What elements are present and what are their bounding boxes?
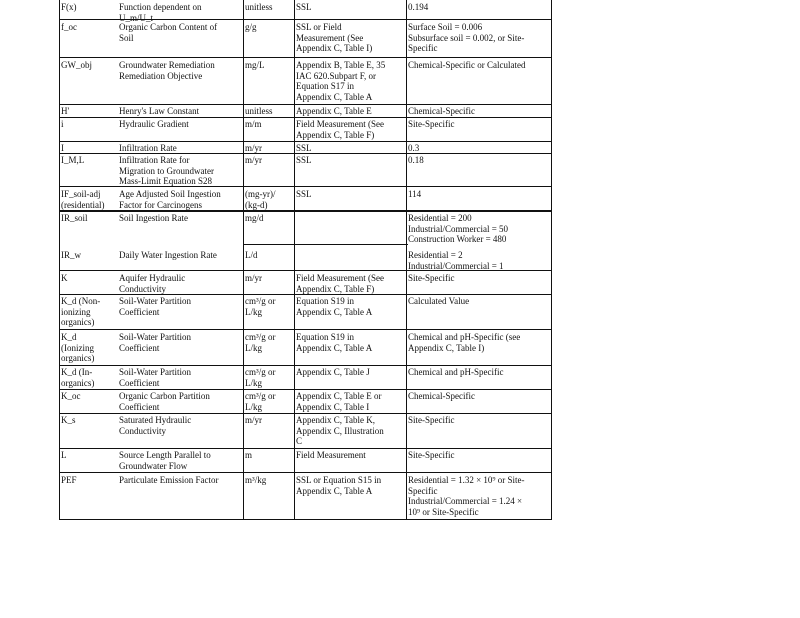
row-rule	[59, 365, 551, 366]
cell-source: SSL	[296, 155, 312, 165]
cell-units: m/yr	[245, 155, 262, 165]
cell-source: Field Measurement (See Appendix C, Table F)	[296, 119, 384, 140]
column-divider	[243, 0, 244, 520]
cell-symbol: IR_w	[61, 250, 81, 260]
cell-value: Residential = 1.32 × 10⁹ or Site- Specific Industrial/Commercial = 1.24 × 10⁹ or Site-Specific	[408, 475, 525, 517]
cell-units: cm³/g or L/kg	[245, 367, 276, 388]
cell-units: cm³/g or L/kg	[245, 391, 276, 412]
cell-description: Soil-Water Partition Coefficient	[119, 367, 192, 388]
cell-value: Residential = 200 Industrial/Commercial = 50 Construction Worker = 480	[408, 213, 509, 244]
cell-value: Residential = 2 Industrial/Commercial = 1	[408, 250, 504, 271]
row-rule	[59, 519, 551, 520]
cell-units: L/d	[245, 250, 258, 260]
cell-symbol: K_d (Non- ionizing organics)	[61, 296, 101, 327]
cell-units: m/yr	[245, 273, 262, 283]
cell-description: Particulate Emission Factor	[119, 475, 219, 485]
cell-source: Appendix C, Table E	[296, 106, 372, 116]
cell-value: Chemical-Specific or Calculated	[408, 60, 526, 70]
cell-description: Soil-Water Partition Coefficient	[119, 296, 192, 317]
cell-description: Soil-Water Partition Coefficient	[119, 332, 192, 353]
cell-symbol: K_s	[61, 415, 76, 425]
cell-symbol: K_d (In- organics)	[61, 367, 95, 388]
cell-symbol: f_oc	[61, 22, 77, 32]
cell-units: m/m	[245, 119, 262, 129]
column-divider	[406, 0, 407, 520]
row-rule	[243, 244, 408, 245]
row-rule	[59, 448, 551, 449]
cell-description: Infiltration Rate for Migration to Groundwater Mass-Limit Equation S28	[119, 155, 214, 186]
cell-symbol: K_d (Ionizing organics)	[61, 332, 95, 363]
cell-source: Appendix C, Table K, Appendix C, Illustration C	[296, 415, 384, 446]
cell-value: 0.18	[408, 155, 424, 165]
cell-value: 0.3	[408, 143, 420, 153]
cell-value: Site-Specific	[408, 415, 455, 425]
cell-description: Function dependent on U_m/U_t	[119, 2, 202, 23]
row-rule	[59, 389, 551, 390]
cell-value: Chemical-Specific	[408, 391, 475, 401]
cell-units: m/yr	[245, 143, 262, 153]
cell-symbol: GW_obj	[61, 60, 92, 70]
cell-units: m³/kg	[245, 475, 267, 485]
cell-description: Organic Carbon Content of Soil	[119, 22, 218, 43]
cell-value: Calculated Value	[408, 296, 470, 306]
cell-units: m/yr	[245, 415, 262, 425]
cell-description: Source Length Parallel to Groundwater Flow	[119, 450, 211, 471]
cell-source: SSL	[296, 143, 312, 153]
row-rule	[59, 104, 551, 105]
cell-units: (mg-yr)/ (kg-d)	[245, 189, 276, 210]
cell-symbol: IR_soil	[61, 213, 88, 223]
cell-units: g/g	[245, 22, 257, 32]
cell-source: SSL	[296, 189, 312, 199]
cell-description: Groundwater Remediation Remediation Objective	[119, 60, 215, 81]
cell-value: Surface Soil = 0.006 Subsurface soil = 0.002, or Site- Specific	[408, 22, 525, 53]
cell-units: cm³/g or L/kg	[245, 296, 276, 317]
cell-value: Chemical-Specific	[408, 106, 475, 116]
cell-description: Daily Water Ingestion Rate	[119, 250, 217, 260]
cell-symbol: H'	[61, 106, 70, 116]
row-rule	[59, 329, 551, 330]
cell-description: Age Adjusted Soil Ingestion Factor for Carcinogens	[119, 189, 221, 210]
cell-symbol: F(x)	[61, 2, 77, 12]
cell-symbol: I_M,L	[61, 155, 85, 165]
cell-symbol: i	[61, 119, 64, 129]
cell-symbol: L	[61, 450, 67, 460]
cell-description: Saturated Hydraulic Conductivity	[119, 415, 192, 436]
cell-source: Appendix C, Table E or Appendix C, Table I	[296, 391, 382, 412]
column-divider	[59, 0, 60, 520]
row-rule	[59, 210, 551, 212]
row-rule	[59, 141, 551, 142]
cell-units: cm³/g or L/kg	[245, 332, 276, 353]
row-rule	[59, 294, 551, 295]
cell-symbol: PEF	[61, 475, 77, 485]
cell-symbol: K	[61, 273, 68, 283]
row-rule	[59, 57, 551, 58]
cell-source: Equation S19 in Appendix C, Table A	[296, 332, 373, 353]
cell-description: Soil Ingestion Rate	[119, 213, 188, 223]
row-rule	[59, 413, 551, 414]
cell-source: Equation S19 in Appendix C, Table A	[296, 296, 373, 317]
cell-source: SSL or Field Measurement (See Appendix C, Table I)	[296, 22, 373, 53]
cell-description: Organic Carbon Partition Coefficient	[119, 391, 210, 412]
cell-value: Site-Specific	[408, 450, 455, 460]
cell-source: SSL	[296, 2, 312, 12]
cell-description: Aquifer Hydraulic Conductivity	[119, 273, 186, 294]
cell-value: Site-Specific	[408, 119, 455, 129]
cell-source: SSL or Equation S15 in Appendix C, Table A	[296, 475, 382, 496]
cell-units: mg/d	[245, 213, 264, 223]
cell-source: Field Measurement (See Appendix C, Table F)	[296, 273, 384, 294]
cell-symbol: IF_soil-adj (residential)	[61, 189, 105, 210]
parameter-table	[59, 0, 552, 520]
cell-value: Site-Specific	[408, 273, 455, 283]
cell-units: unitless	[245, 2, 273, 12]
cell-units: m	[245, 450, 253, 460]
cell-value: Chemical and pH-Specific	[408, 367, 504, 377]
cell-symbol: K_oc	[61, 391, 81, 401]
cell-value: Chemical and pH-Specific (see Appendix C, Table I)	[408, 332, 521, 353]
row-rule	[59, 472, 551, 473]
cell-description: Hydraulic Gradient	[119, 119, 189, 129]
row-rule	[59, 117, 551, 118]
cell-value: 114	[408, 189, 422, 199]
cell-units: unitless	[245, 106, 273, 116]
cell-value: 0.194	[408, 2, 429, 12]
cell-source: Appendix B, Table E, 35 IAC 620.Subpart F, or Equation S17 in Appendix C, Table A	[296, 60, 386, 102]
cell-source: Field Measurement	[296, 450, 366, 460]
cell-source: Appendix C, Table J	[296, 367, 370, 377]
cell-description: Infiltration Rate	[119, 143, 177, 153]
cell-symbol: I	[61, 143, 64, 153]
cell-description: Henry's Law Constant	[119, 106, 200, 116]
cell-units: mg/L	[245, 60, 265, 70]
